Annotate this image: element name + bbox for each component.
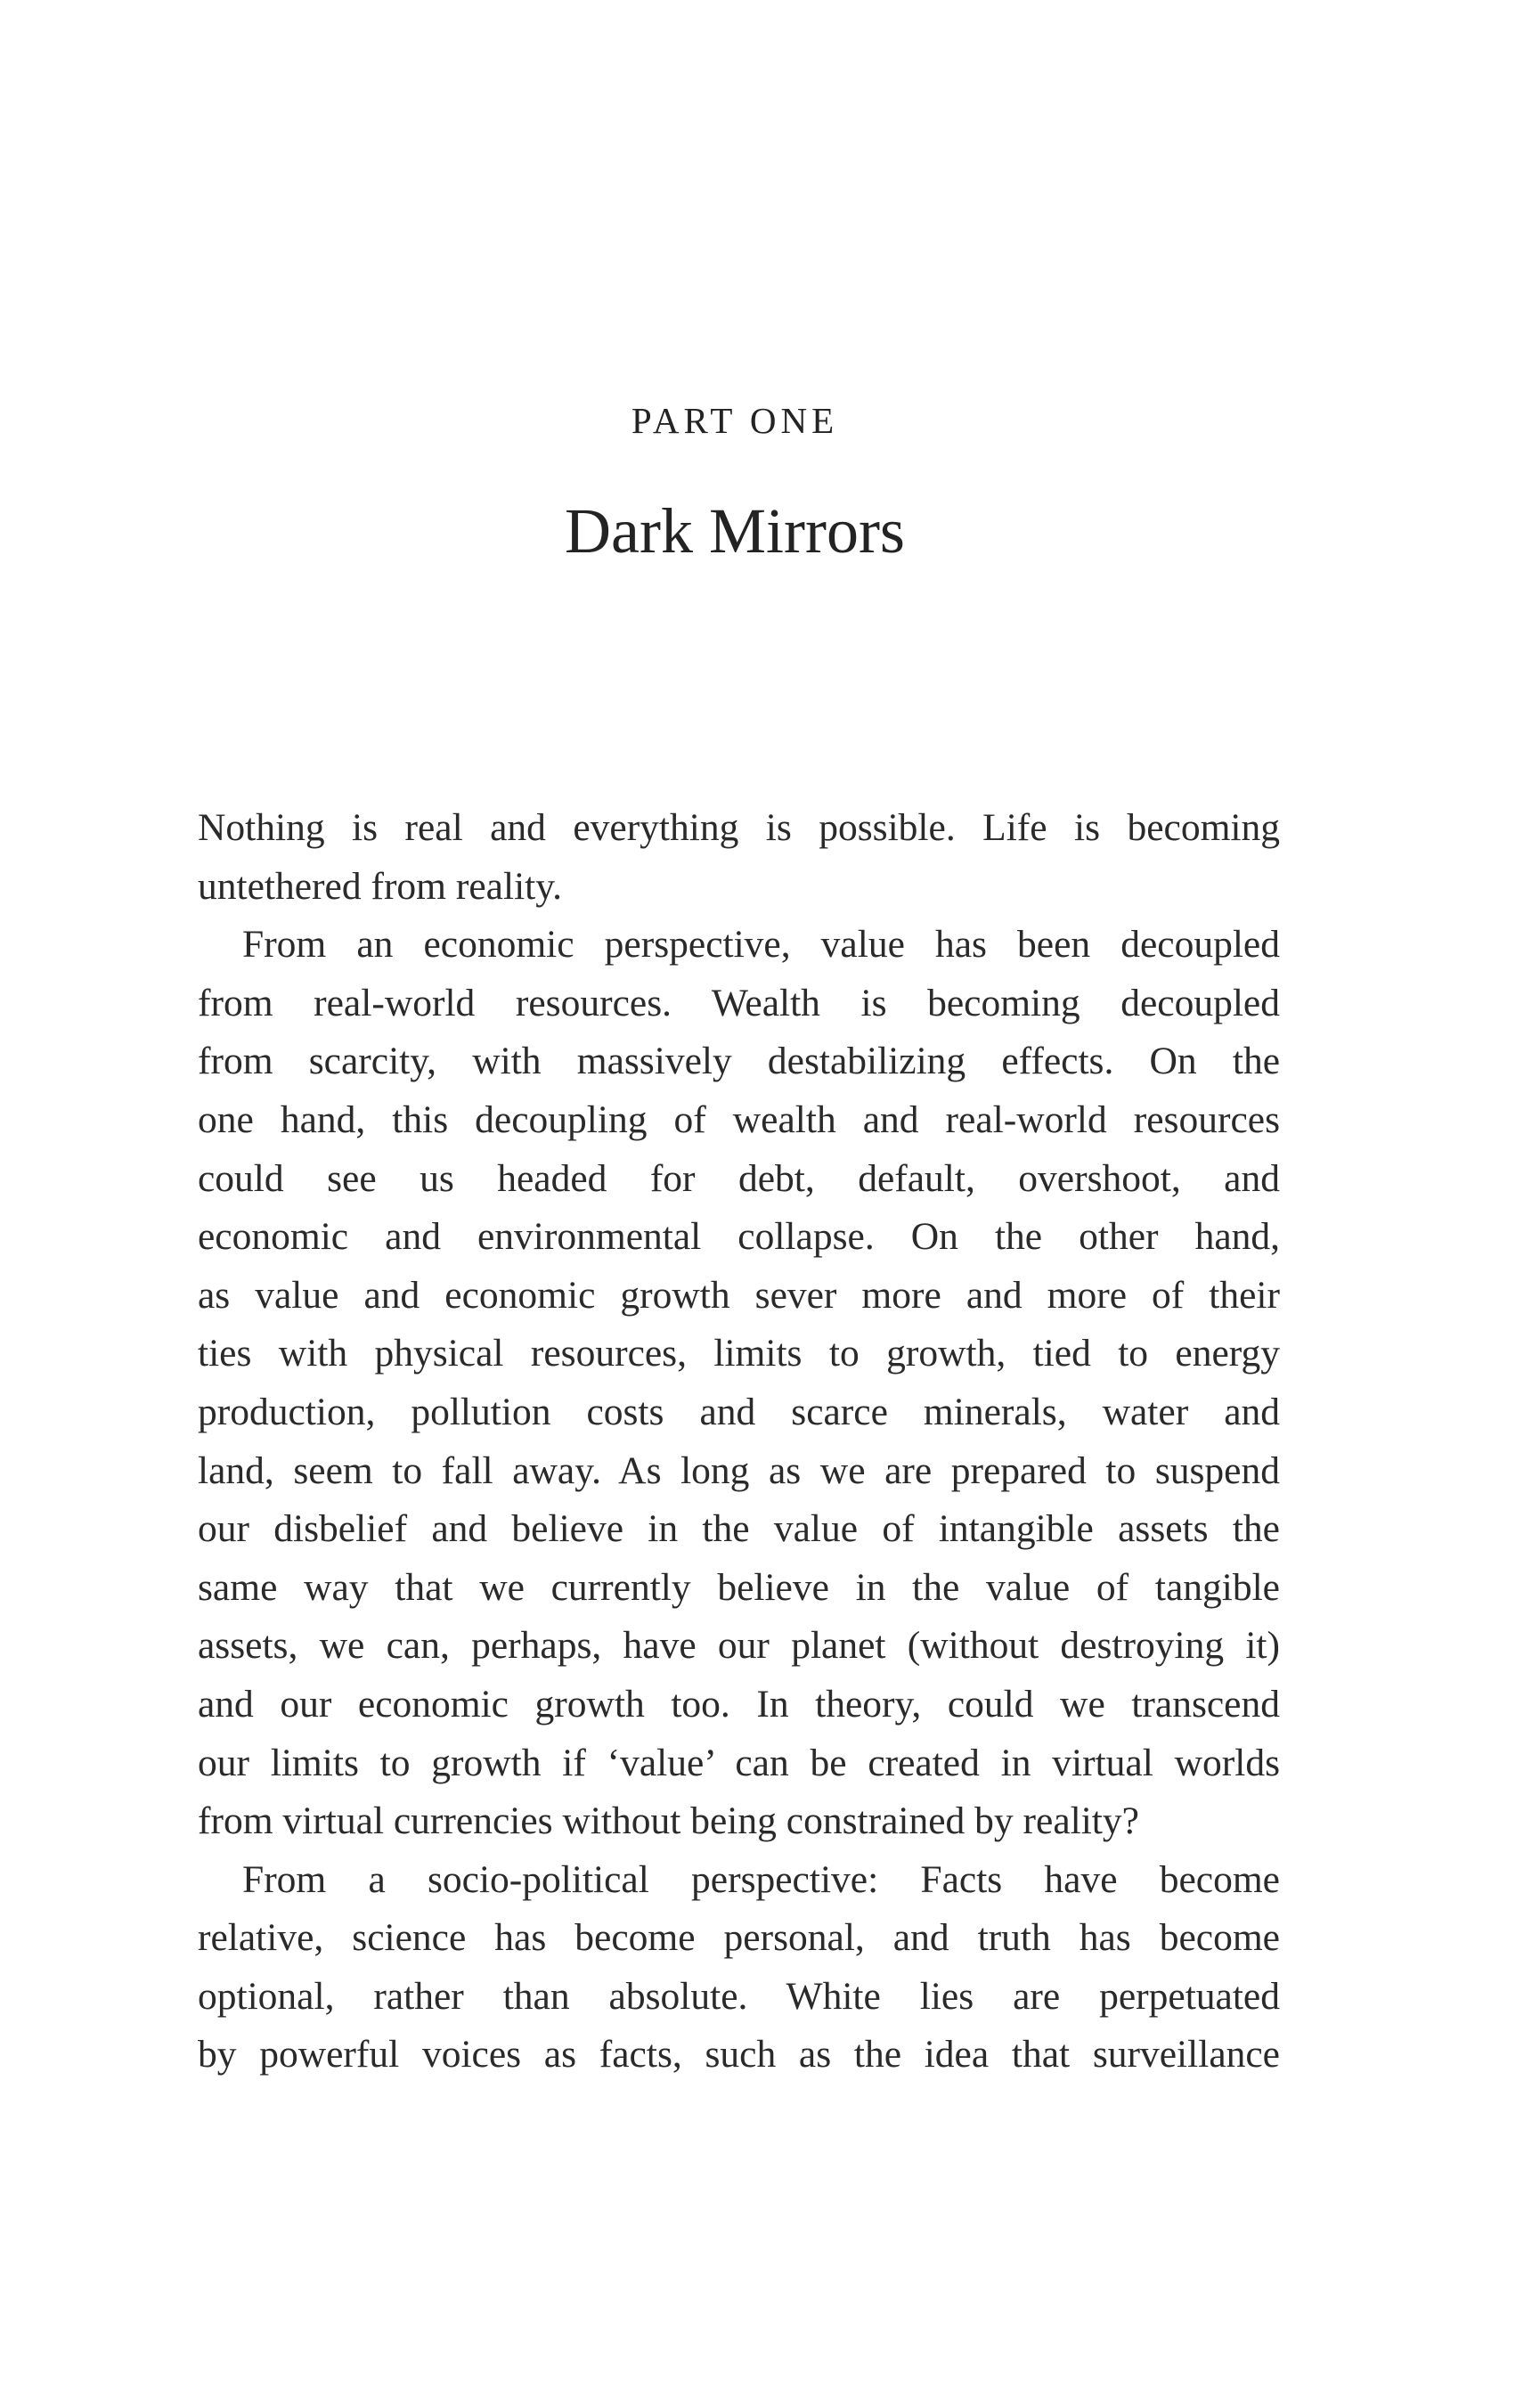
- text-line: could see us headed for debt, default, overshoot, and: [198, 1156, 1280, 1200]
- text-line: assets, we can, perhaps, have our planet (without destroying it): [198, 1624, 1280, 1668]
- text-line: ties with physical resources, limits to growth, tied to energy: [198, 1332, 1280, 1375]
- text-line: by powerful voices as facts, such as the idea that surveillance: [198, 2033, 1280, 2077]
- text-line: production, pollution costs and scarce minerals, water and: [198, 1390, 1280, 1433]
- text-line: from virtual currencies without being constrained by reality?: [198, 1799, 1139, 1843]
- text-line: economic and environmental collapse. On the other hand,: [198, 1215, 1280, 1259]
- text-line: optional, rather than absolute. White lies are perpetuated: [198, 1974, 1280, 2018]
- text-line: From an economic perspective, value has been decoupled: [242, 923, 1280, 967]
- text-line: one hand, this decoupling of wealth and real-world resources: [198, 1097, 1280, 1141]
- text-line: our limits to growth if ‘value’ can be created in virtual worlds: [198, 1741, 1280, 1784]
- body-text: [198, 799, 1280, 2085]
- text-line: from real-world resources. Wealth is becoming decoupled: [198, 981, 1280, 1024]
- text-line: as value and economic growth sever more and more of their: [198, 1273, 1280, 1317]
- text-line: same way that we currently believe in the value of tangible: [198, 1565, 1280, 1609]
- chapter-title: Dark Mirrors: [565, 495, 905, 567]
- text-line: and our economic growth too. In theory, could we transcend: [198, 1682, 1280, 1726]
- text-line: relative, science has become personal, and truth has become: [198, 1916, 1280, 1960]
- text-line: Nothing is real and everything is possible. Life is becoming: [198, 806, 1280, 849]
- part-label: PART ONE: [631, 400, 839, 441]
- text-line: From a socio-political perspective: Facts have become: [242, 1857, 1280, 1901]
- text-line: from scarcity, with massively destabilizing effects. On the: [198, 1040, 1280, 1083]
- text-line: untethered from reality.: [198, 864, 563, 908]
- text-line: our disbelief and believe in the value of intangible assets the: [198, 1507, 1280, 1551]
- text-line: land, seem to fall away. As long as we are prepared to suspend: [198, 1448, 1280, 1492]
